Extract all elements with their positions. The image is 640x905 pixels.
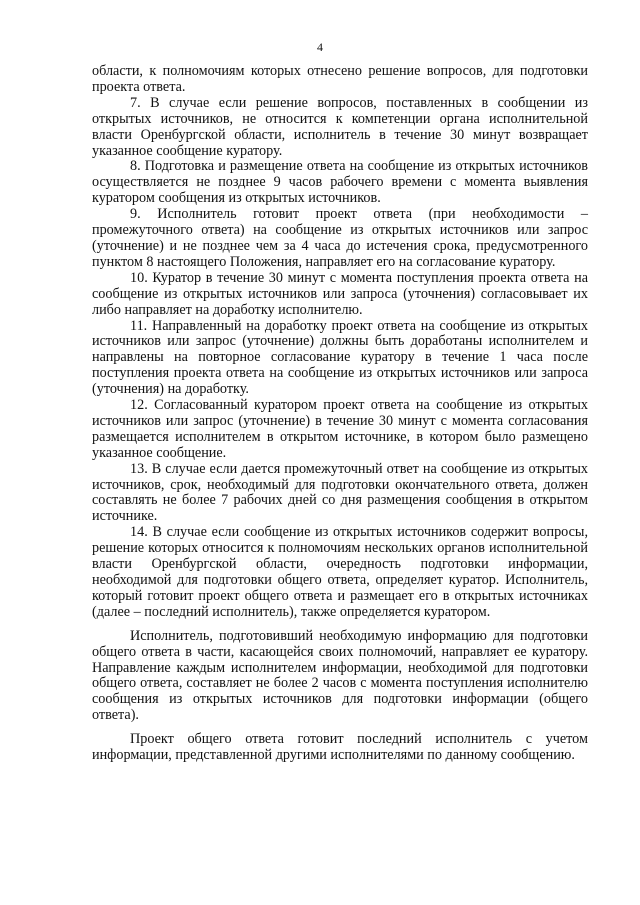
paragraph-item-14-part-3: Проект общего ответа готовит последний исполнитель с учетом информации, представленной другими исполнителями по данному сообщению. (92, 731, 588, 764)
paragraph-continuation: области, к полномочиям которых отнесено решение вопросов, для подготовки проекта ответа. (92, 63, 588, 95)
paragraph-item-8: 8. Подготовка и размещение ответа на сообщение из открытых источников осуществляется не позднее 9 часов рабочего времени с момента выявления куратором сообщения из открытых источников. (92, 158, 588, 207)
paragraph-item-12: 12. Согласованный куратором проект ответа на сообщение из открытых источников или запрос (уточнение) в течение 30 минут с момента согласования размещается исполнителем в открытом источнике, в котором было размещено указанное сообщение. (92, 397, 588, 461)
paragraph-item-10: 10. Куратор в течение 30 минут с момента поступления проекта ответа на сообщение из открытых источников или запроса (уточнения) согласовывает их либо направляет на доработку исполнителю. (92, 269, 588, 318)
paragraph-item-9: 9. Исполнитель готовит проект ответа (при необходимости – промежуточного ответа) на сообщение из открытых источников или запрос (уточнение) и не позднее чем за 4 часа до истечения срока, предусмотренного пунктом 8 настоящего Положения, направляет его на согласование куратору. (92, 206, 588, 270)
paragraph-item-13: 13. В случае если дается промежуточный ответ на сообщение из открытых источников, срок, необходимый для подготовки окончательного ответа, должен составлять не более 7 рабочих дней со дня размещения сообщения в открытом источнике. (92, 460, 588, 525)
paragraph-item-11: 11. Направленный на доработку проект ответа на сообщение из открытых источников или запрос (уточнение) должны быть доработаны исполнителем и направлены на повторное согласование куратору в течение 1 часа после поступления проекта ответа на сообщение из открытых источников или запроса (уточнения) на доработку. (92, 317, 588, 398)
page-number: 4 (317, 40, 323, 54)
paragraph-item-14-part-2: Исполнитель, подготовивший необходимую информацию для подготовки общего ответа в части, касающейся своих полномочий, направляет ее куратору. Направление каждым исполнителем информации, необходимой для подготовки общего ответа, составляет не более 2 часов с момента поступления исполнителю сообщения из открытых источников для подготовки информации (общего ответа). (92, 627, 588, 724)
document-body (92, 64, 588, 764)
paragraph-item-7: 7. В случае если решение вопросов, поставленных в сообщении из открытых источников, не относится к компетенции органа исполнительной власти Оренбургской области, исполнитель в течение 30 минут возвращает указанное сообщение куратору. (92, 94, 588, 159)
paragraph-item-14: 14. В случае если сообщение из открытых источников содержит вопросы, решение которых относится к полномочиям нескольких органов исполнительной власти Оренбургской области, очередность подготовки информации, необходимой для подготовки общего ответа, определяет куратор. Исполнитель, который готовит проект общего ответа и размещает его в открытых источниках (далее – последний исполнитель), также определяется куратором. (92, 524, 588, 620)
